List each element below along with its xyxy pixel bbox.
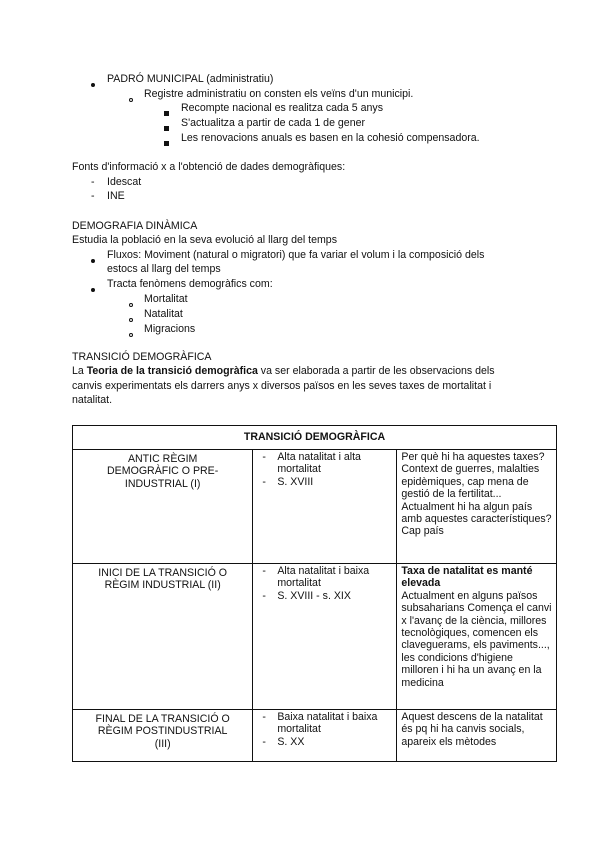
fluxos-line2: estocs al llarg del temps xyxy=(107,263,221,275)
padro-sub: Registre administratiu on consten els veïns d'un municipi. xyxy=(144,88,414,100)
bullet-circle xyxy=(129,92,133,106)
bullet-dot xyxy=(91,282,95,296)
padro-item: Recompte nacional es realitza cada 5 anys xyxy=(181,102,383,114)
stage-cell: ANTIC RÈGIM DEMOGRÀFIC O PRE-INDUSTRIAL (I) xyxy=(73,450,253,564)
transicio-paragraph-line1: La Teoria de la transició demogràfica va ser elaborada a partir de les observacions dels xyxy=(72,365,495,377)
bullet-circle xyxy=(129,312,133,326)
fonts-item: Idescat xyxy=(107,176,142,188)
padro-item: S'actualitza a partir de cada 1 de gener xyxy=(181,117,365,129)
items-cell: - Alta natalitat i alta mortalitat - S. XVIII xyxy=(253,450,397,564)
dinamica-item: Mortalitat xyxy=(144,293,188,305)
fluxos-line1: Fluxos: Moviment (natural o migratori) que fa variar el volum i la composició dels xyxy=(107,249,485,261)
dinamica-heading: DEMOGRAFIA DINÀMICA xyxy=(72,220,198,232)
transicio-heading: TRANSICIÓ DEMOGRÀFICA xyxy=(72,351,212,363)
theory-term: Teoria de la transició demogràfica xyxy=(86,365,258,377)
note-cell: Aquest descens de la natalitat és pq hi ha canvis socials, apareix els mètodes xyxy=(397,710,557,762)
bullet-square xyxy=(164,121,169,135)
bullet-circle xyxy=(129,297,133,311)
dash-marker: - xyxy=(91,190,95,202)
items-cell: - Baixa natalitat i baixa mortalitat - S. XX xyxy=(253,710,397,762)
tracta: Tracta fenòmens demogràfics com: xyxy=(107,278,273,290)
stage-cell: INICI DE LA TRANSICIÓ O RÈGIM INDUSTRIAL (II) xyxy=(73,564,253,710)
table-row xyxy=(73,710,557,762)
table-header: TRANSICIÓ DEMOGRÀFICA xyxy=(73,426,557,450)
dinamica-item: Natalitat xyxy=(144,308,183,320)
bullet-dot xyxy=(91,253,95,267)
transicio-table xyxy=(72,425,557,762)
stage-cell: FINAL DE LA TRANSICIÓ O RÈGIM POSTINDUSTRIAL (III) xyxy=(73,710,253,762)
items-cell: - Alta natalitat i baixa mortalitat - S. XVIII - s. XIX xyxy=(253,564,397,710)
bullet-circle xyxy=(129,327,133,341)
table-row xyxy=(73,564,557,710)
transicio-paragraph-line2: canvis experimentats els darrers anys x diversos països en les seves taxes de mortalitat i xyxy=(72,380,492,392)
padro-item: Les renovacions anuals es basen en la cohesió compensadora. xyxy=(181,132,480,144)
dinamica-item: Migracions xyxy=(144,323,196,335)
note-cell: Taxa de natalitat es manté elevada Actualment en alguns països subsaharians Comença el canvi x l'avanç de la ciència, millores tecnològiques, comencen els claveguerams, els paviments..., les condicions d'higiene milloren i hi ha un avanç en la medicina xyxy=(397,564,557,710)
table-row xyxy=(73,450,557,564)
bullet-square xyxy=(164,136,169,150)
dinamica-intro: Estudia la població en la seva evolució al llarg del temps xyxy=(72,234,337,246)
bullet-square xyxy=(164,106,169,120)
bullet-dot xyxy=(91,77,95,91)
fonts-intro: Fonts d'informació x a l'obtenció de dades demogràfiques: xyxy=(72,161,346,173)
note-cell: Per què hi ha aquestes taxes? Context de guerres, malalties epidèmiques, cap mena de gestió de la fertilitat... Actualment hi ha algun país amb aquestes característiques? Cap país xyxy=(397,450,557,564)
padro-title: PADRÓ MUNICIPAL (administratiu) xyxy=(107,73,274,85)
fonts-item: INE xyxy=(107,190,125,202)
dash-marker: - xyxy=(91,176,95,188)
transicio-paragraph-line3: natalitat. xyxy=(72,394,113,406)
